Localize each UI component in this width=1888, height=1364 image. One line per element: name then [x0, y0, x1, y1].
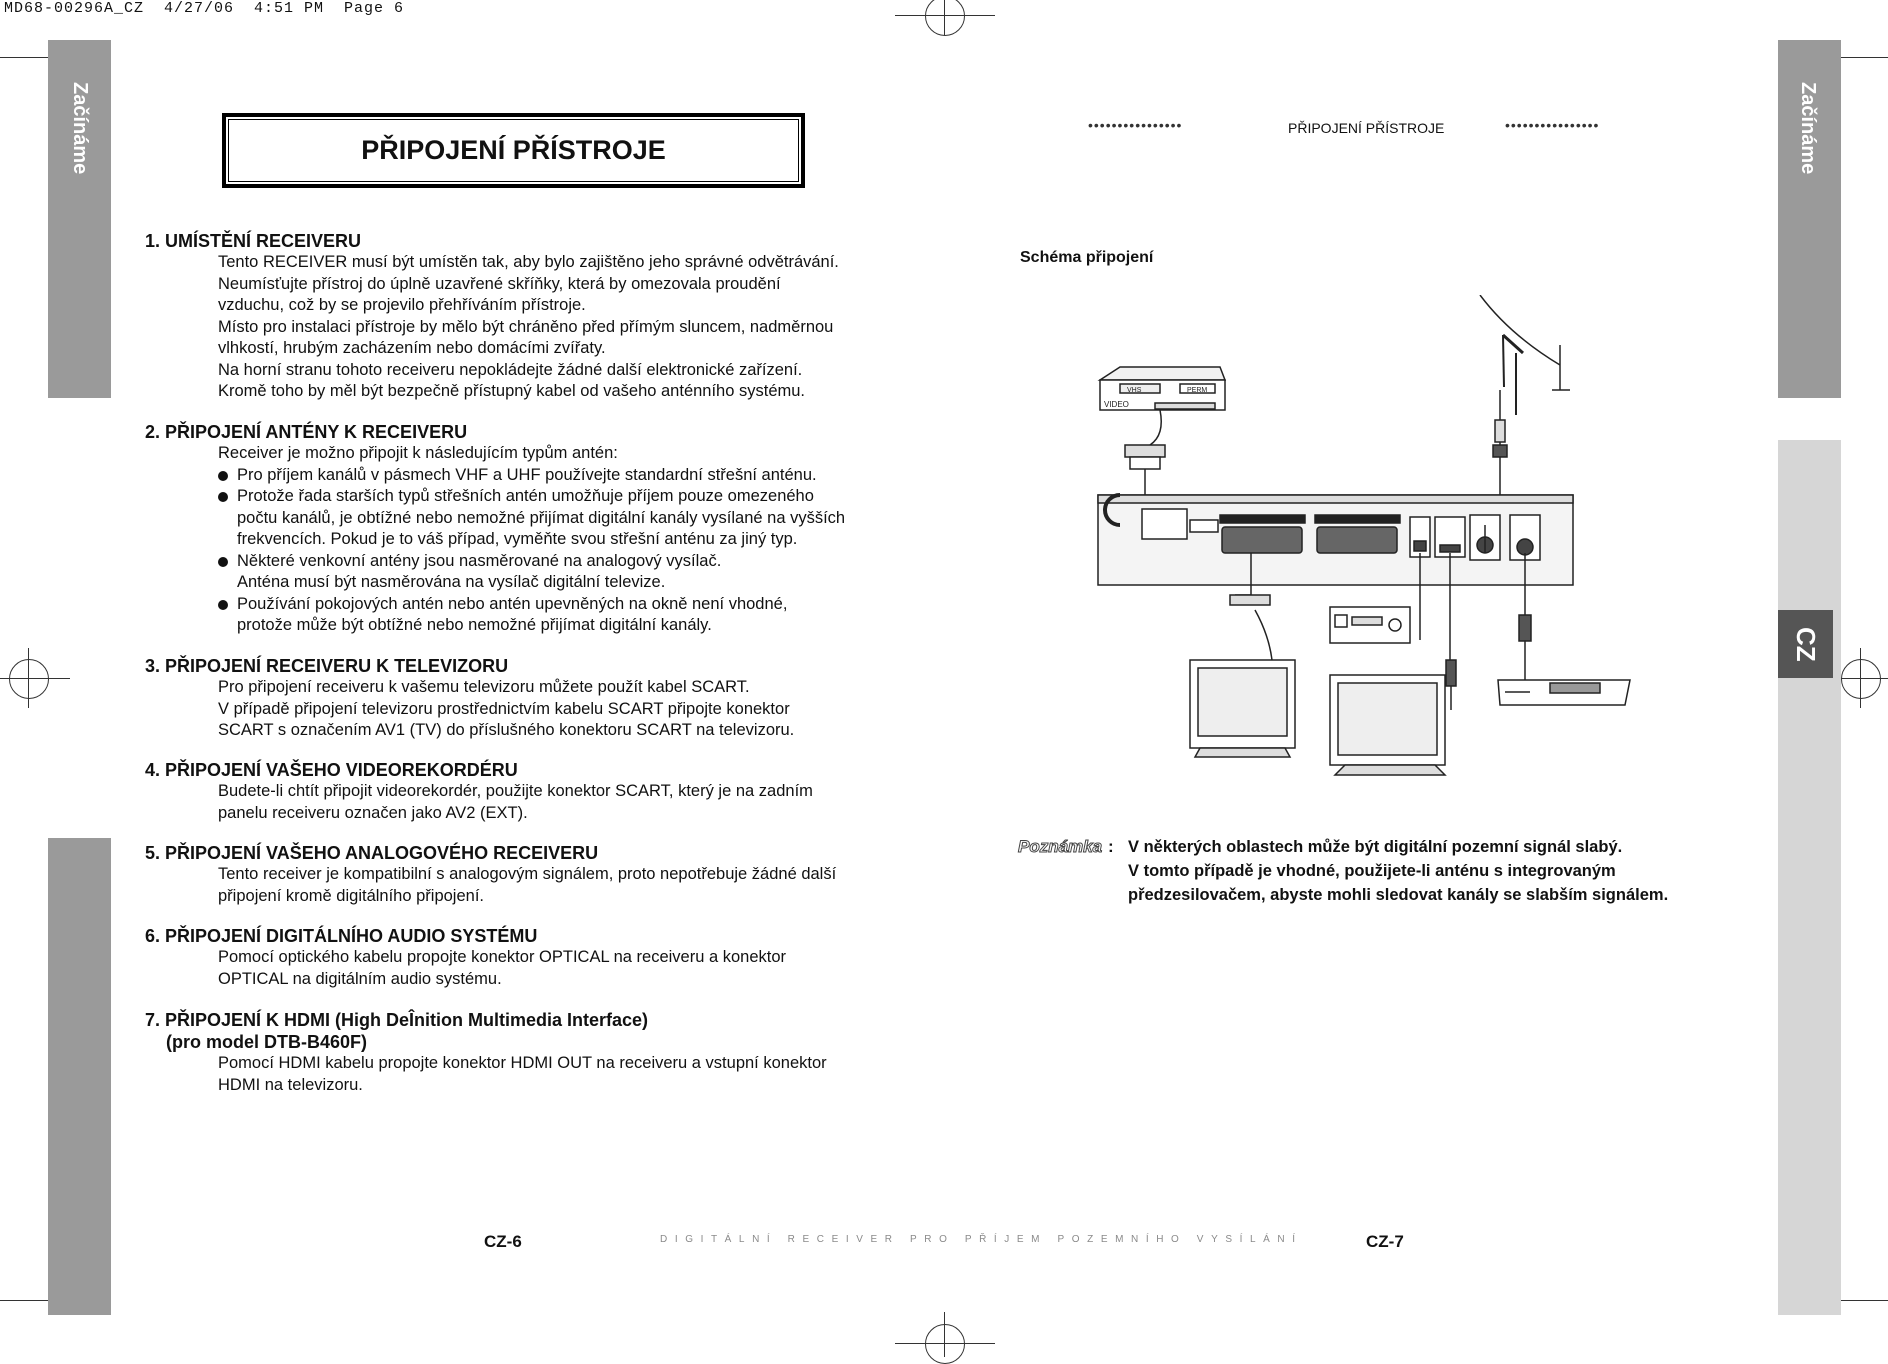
section-4 [145, 759, 875, 824]
text-line: SCART s označením AV1 (TV) do příslušného konektoru SCART na televizoru. [218, 721, 795, 739]
text-line: Tento receiver je kompatibilní s analogovým signálem, proto nepotřebuje žádné další [218, 865, 837, 883]
bullet-item: Pro příjem kanálů v pásmech VHF a UHF používejte standardní střešní anténu. [218, 465, 875, 487]
text-line: HDMI na televizoru. [218, 1075, 363, 1094]
page-title: PŘIPOJENÍ PŘÍSTROJE [361, 135, 666, 165]
note-line: předzesilovačem, abyste mohli sledovat kanály se slabším signálem. [1128, 886, 1669, 904]
page-title-box [222, 113, 805, 188]
text-line: Neumísťujte přístroj do úplně uzavřené skříňky, která by omezovala proudění [218, 274, 781, 293]
section-heading: 7. PŘIPOJENÍ K HDMI (High DeÎnition Multimedia Interface) [145, 1010, 649, 1030]
section-heading: 6. PŘIPOJENÍ DIGITÁLNÍHO AUDIO SYSTÉMU [145, 926, 538, 946]
text-line: připojení kromě digitálního připojení. [218, 886, 484, 905]
connection-diagram [1090, 295, 1650, 785]
text-line: Pomocí HDMI kabelu propojte konektor HDMI OUT na receiveru a vstupní konektor [218, 1054, 827, 1072]
note-line: V některých oblastech může být digitální pozemní signál slabý. [1128, 838, 1623, 856]
television-icon [1330, 675, 1445, 775]
section-heading: 3. PŘIPOJENÍ RECEIVERU K TELEVIZORU [145, 656, 509, 676]
vcr-video-label: VIDEO [1104, 400, 1129, 409]
header-dots-right: •••••••••••••••• [1505, 117, 1600, 133]
section-2 [145, 421, 875, 637]
text-line: Pro připojení receiveru k vašemu televizoru můžete použít kabel SCART. [218, 678, 750, 696]
text-line: Na horní stranu tohoto receiveru nepokládejte žádné další elektronické zařízení. [218, 360, 803, 379]
receiver-back-panel-icon [1098, 495, 1573, 585]
print-header: MD68-00296A_CZ 4/27/06 4:51 PM Page 6 [4, 0, 405, 17]
text-line: Receiver je možno připojit k následujícím typům antén: [218, 444, 618, 462]
header-dots-left: •••••••••••••••• [1088, 117, 1183, 133]
section-heading: 4. PŘIPOJENÍ VAŠEHO VIDEOREKORDÉRU [145, 760, 518, 780]
text-line: Místo pro instalaci přístroje by mělo být chráněno před přímým sluncem, nadměrnou [218, 317, 834, 336]
section-heading: 5. PŘIPOJENÍ VAŠEHO ANALOGOVÉHO RECEIVERU [145, 843, 599, 863]
section-heading: 2. PŘIPOJENÍ ANTÉNY K RECEIVERU [145, 422, 468, 442]
audio-system-icon [1330, 607, 1410, 643]
vcr-vhs-label: VHS [1127, 387, 1142, 394]
crop-mark [1840, 57, 1888, 58]
antenna-dish-icon [1480, 295, 1560, 365]
television-icon [1190, 660, 1295, 757]
bullet-item: Protože řada starších typů střešních antén umožňuje příjem pouze omezeného počtu kanálů, je obtížné nebo nemožné přijímat digitální kanály vysílané na vyšších frekvencích. Pokud je to váš případ, vyměňte svou střešní anténu za jiný typ. [218, 486, 875, 551]
bullet-item: Používání pokojových antén nebo antén upevněných na okně není vhodné, protože může být obtížné nebo nemožné přijímat digitální kanály. [218, 594, 875, 637]
section-subheading: (pro model DTB-B460F) [166, 1032, 368, 1052]
crop-mark [1840, 1300, 1888, 1301]
section-heading: 1. UMÍSTĚNÍ RECEIVERU [145, 231, 362, 251]
note-text [1128, 835, 1748, 907]
text-line: OPTICAL na digitálním audio systému. [218, 969, 502, 988]
note-colon: : [1108, 837, 1114, 856]
section-3 [145, 655, 875, 742]
text-line: V případě připojení televizoru prostřednictvím kabelu SCART připojte konektor [218, 699, 790, 718]
page-number-left: CZ-6 [484, 1232, 522, 1251]
note-line: V tomto případě je vhodné, použijete-li anténu s integrovaným [1128, 862, 1616, 880]
vcr-perm-label: PERM [1187, 387, 1208, 394]
left-side-tab-label: Začínáme [69, 82, 91, 175]
crop-mark [0, 57, 48, 58]
section-1 [145, 230, 875, 403]
analog-receiver-icon [1498, 680, 1630, 705]
bullet-item: Některé venkovní antény jsou nasměrované na analogový vysílač. Anténa musí být nasměrována na vysílač digitální televize. [218, 551, 875, 594]
running-header: PŘIPOJENÍ PŘÍSTROJE [1288, 120, 1445, 136]
text-line: Pomocí optického kabelu propojte konektor OPTICAL na receiveru a konektor [218, 948, 787, 966]
section-7 [145, 1009, 875, 1096]
left-side-tab-lower [48, 838, 111, 1315]
footer-tagline: DIGITÁLNÍ RECEIVER PRO PŘÍJEM POZEMNÍHO VYSÍLÁNÍ [660, 1234, 1303, 1245]
text-line: Tento RECEIVER musí být umístěn tak, aby bylo zajištěno jeho správné odvětrávání. [218, 253, 839, 271]
note-label: Poznámka [1018, 837, 1103, 856]
schema-label: Schéma připojení [1020, 249, 1154, 266]
text-line: vlhkostí, hrubým zacházením nebo domácími zvířaty. [218, 339, 606, 357]
text-line: Kromě toho by měl být bezpečně přístupný kabel od vašeho anténního systému. [218, 382, 806, 400]
section-6 [145, 925, 875, 990]
text-line: vzduchu, což by se projevilo přehříváním přístroje. [218, 296, 586, 314]
text-line: panelu receiveru označen jako AV2 (EXT). [218, 803, 528, 822]
section-5 [145, 842, 875, 907]
right-side-tab-label: Začínáme [1797, 82, 1819, 175]
text-line: Budete-li chtít připojit videorekordér, použijte konektor SCART, který je na zadním [218, 782, 813, 800]
right-side-tab-light [1778, 440, 1841, 1315]
page-number-right: CZ-7 [1366, 1232, 1404, 1251]
crop-mark [0, 1300, 48, 1301]
language-tab: CZ [1778, 610, 1833, 678]
